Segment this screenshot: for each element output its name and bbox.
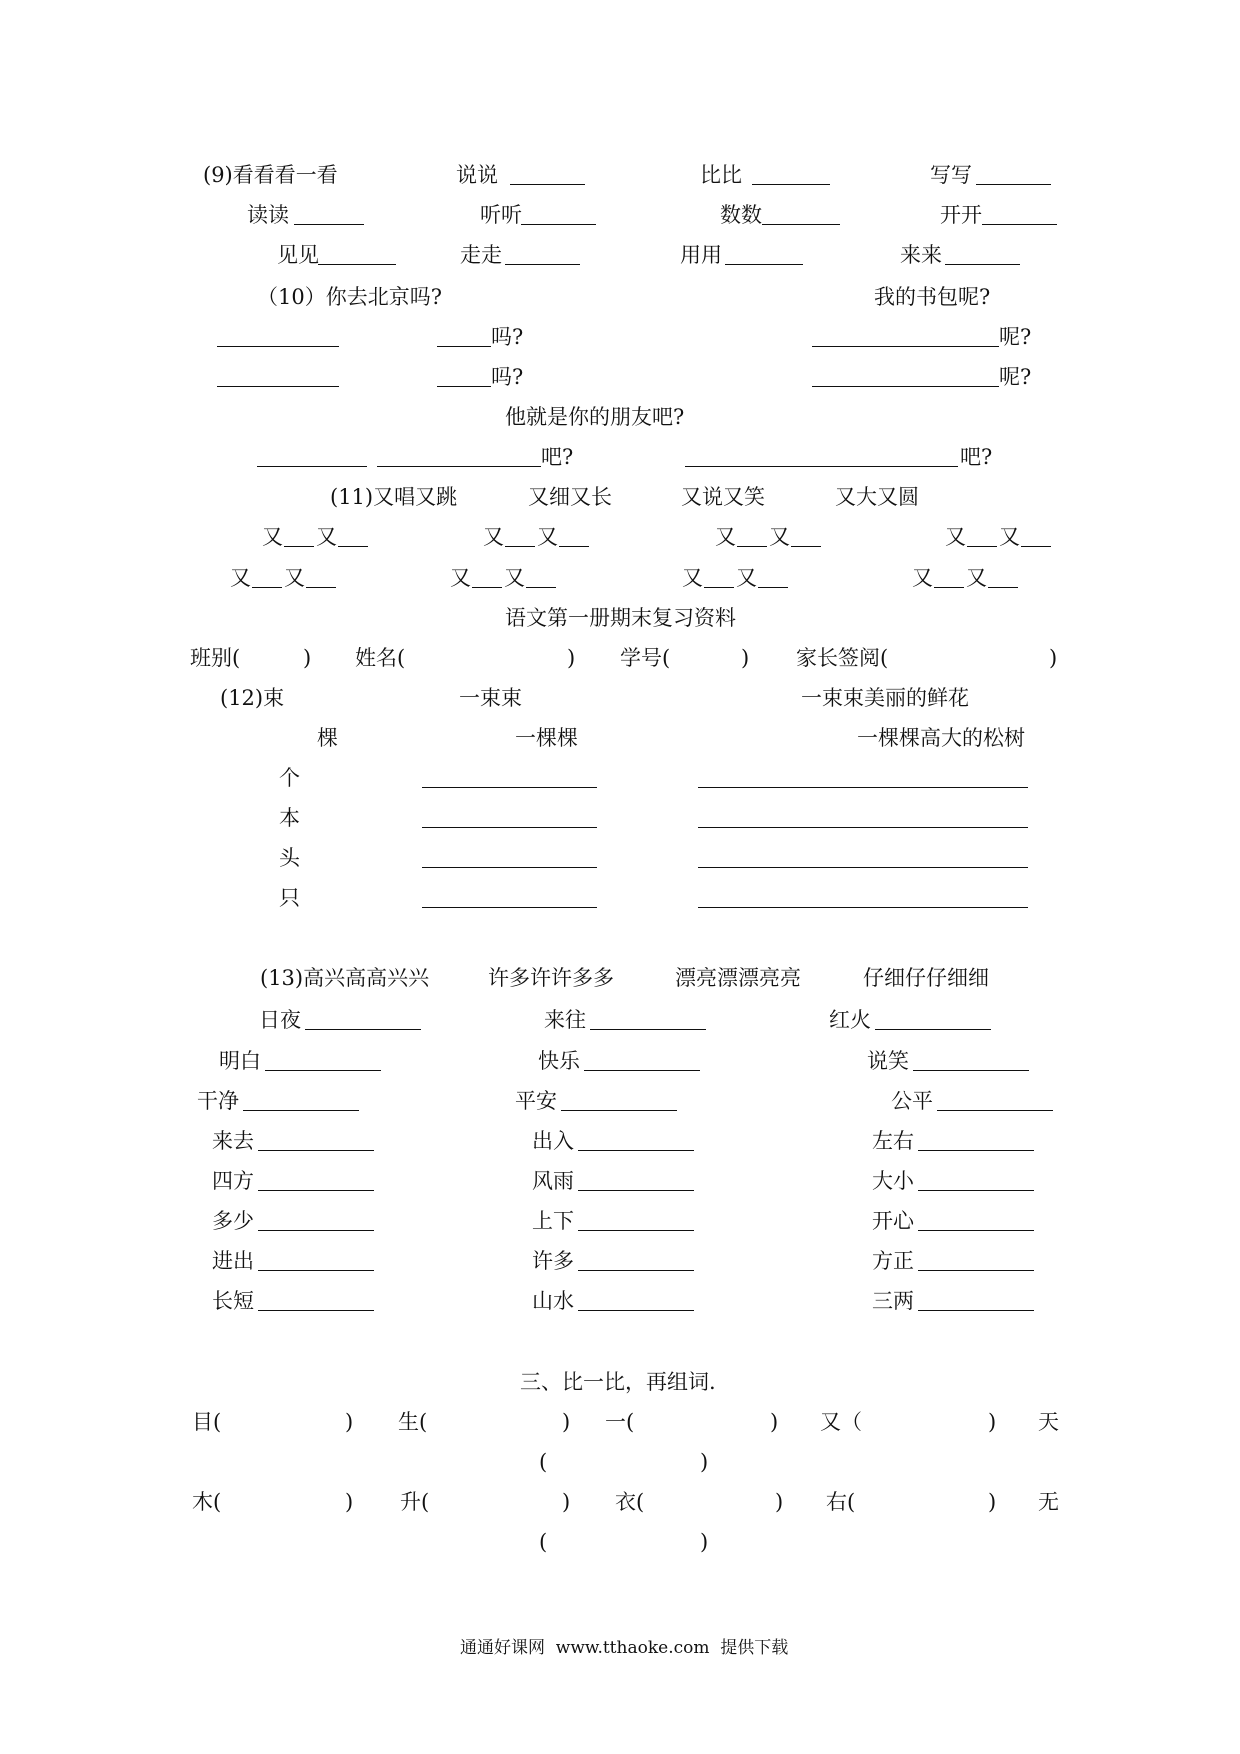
s13-word: 日夜 [259,1008,301,1032]
s12-example: 一棵棵 [515,726,578,750]
answer-blank-line[interactable] [505,546,535,547]
paren-close: ) [700,1530,709,1554]
answer-blank-line[interactable] [422,867,597,868]
answer-blank-line[interactable] [318,264,396,265]
section-11-title: (11)又唱又跳 [330,485,458,509]
section-12-title: (12)束 [220,686,285,710]
paren-close: ) [562,1490,571,1514]
s9-word: 读读 [247,203,289,227]
answer-blank-line[interactable] [578,1310,694,1311]
s13-example: 仔细仔仔细细 [863,966,989,990]
s3-char: 一( [605,1410,635,1434]
s3-char: 木( [192,1490,222,1514]
answer-blank-line[interactable] [505,264,580,265]
answer-blank-line[interactable] [561,1110,677,1111]
s13-word: 快乐 [538,1049,580,1073]
paren-close: ) [345,1410,354,1434]
answer-blank-line[interactable] [257,466,367,467]
name-label: 姓名( [355,646,406,670]
s13-example: 漂亮漂漂亮亮 [675,966,801,990]
answer-blank-line[interactable] [338,546,368,547]
answer-blank-line[interactable] [578,1230,694,1231]
answer-blank-line[interactable] [559,546,589,547]
answer-blank-line[interactable] [472,587,502,588]
s12-word: 棵 [317,726,338,750]
you-char: 又 [262,525,283,549]
s13-word: 进出 [212,1249,254,1273]
answer-blank-line[interactable] [437,386,491,387]
s13-word: 三两 [872,1289,914,1313]
s12-word: 只 [279,886,300,910]
s13-word: 来去 [212,1129,254,1153]
paren-close: ) [988,1490,997,1514]
answer-blank-line[interactable] [934,587,964,588]
you-char: 又 [769,525,790,549]
answer-blank-line[interactable] [967,546,997,547]
section-13-title: (13)高兴高高兴兴 [260,966,430,990]
answer-blank-line[interactable] [918,1230,1034,1231]
answer-blank-line[interactable] [422,787,597,788]
s13-word: 大小 [872,1169,914,1193]
answer-blank-line[interactable] [258,1310,374,1311]
s3-char: 升( [400,1490,430,1514]
s3-char: 无 [1038,1490,1059,1514]
answer-blank-line[interactable] [437,346,491,347]
answer-blank-line[interactable] [918,1190,1034,1191]
s11-example: 又细又长 [528,485,612,509]
you-char: 又 [715,525,736,549]
answer-blank-line[interactable] [812,386,999,387]
s13-word: 说笑 [867,1049,909,1073]
s12-example: 一棵棵高大的松树 [857,726,1025,750]
you-char: 又 [450,566,471,590]
ma-suffix: 吗? [491,325,524,349]
ne-suffix: 呢? [999,365,1032,389]
s13-word: 开心 [872,1209,914,1233]
ba-suffix: 吧? [960,445,993,469]
parent-signature-label: 家长签阅( [796,646,889,670]
you-char: 又 [999,525,1020,549]
s13-word: 公平 [891,1089,933,1113]
answer-blank-line[interactable] [252,587,282,588]
answer-blank-line[interactable] [422,907,597,908]
answer-blank-line[interactable] [791,546,821,547]
answer-blank-line[interactable] [217,386,339,387]
you-char: 又 [945,525,966,549]
answer-blank-line[interactable] [217,346,339,347]
s13-word: 干净 [197,1089,239,1113]
answer-blank-line[interactable] [584,1070,700,1071]
s11-example: 又大又圆 [835,485,919,509]
example-sentence-ne: 我的书包呢? [874,285,991,309]
s3-char: 目( [192,1410,222,1434]
answer-blank-line[interactable] [725,264,803,265]
s9-word: 用用 [680,243,722,267]
answer-blank-line[interactable] [1021,546,1051,547]
paren-close: ) [567,646,576,670]
s13-example: 许多许许多多 [488,966,614,990]
you-char: 又 [537,525,558,549]
section-9-title: (9)看看看一看 [203,163,338,187]
answer-blank-line[interactable] [918,1150,1034,1151]
answer-blank-line[interactable] [988,587,1018,588]
answer-blank-line[interactable] [918,1310,1034,1311]
class-label: 班别( [190,646,241,670]
answer-blank-line[interactable] [762,224,840,225]
answer-blank-line[interactable] [945,264,1020,265]
answer-blank-line[interactable] [812,346,999,347]
you-char: 又 [284,566,305,590]
answer-blank-line[interactable] [258,1230,374,1231]
s3-char: 衣( [615,1490,645,1514]
ne-suffix: 呢? [999,325,1032,349]
paren-close: ) [770,1410,779,1434]
answer-blank-line[interactable] [918,1270,1034,1271]
answer-blank-line[interactable] [284,546,314,547]
answer-blank-line[interactable] [377,466,541,467]
answer-blank-line[interactable] [258,1270,374,1271]
s13-word: 山水 [532,1289,574,1313]
paren-close: ) [303,646,312,670]
answer-blank-line[interactable] [258,1150,374,1151]
s13-word: 许多 [532,1249,574,1273]
answer-blank-line[interactable] [510,184,585,185]
s13-word: 方正 [872,1249,914,1273]
answer-blank-line[interactable] [758,587,788,588]
footer-credit: 通通好课网 www.tthaoke.com 提供下载 [460,1638,789,1658]
answer-blank-line[interactable] [306,587,336,588]
paren-close: ) [345,1490,354,1514]
s13-word: 上下 [532,1209,574,1233]
answer-blank-line[interactable] [578,1190,694,1191]
you-char: 又 [504,566,525,590]
answer-blank-line[interactable] [737,546,767,547]
answer-blank-line[interactable] [305,1029,421,1030]
answer-blank-line[interactable] [976,184,1051,185]
s13-word: 长短 [212,1289,254,1313]
student-number-label: 学号( [620,646,671,670]
s13-word: 平安 [515,1089,557,1113]
answer-blank-line[interactable] [698,867,1028,868]
s3-char: 生( [398,1410,428,1434]
s3-char: 又（ [820,1410,862,1434]
you-char: 又 [316,525,337,549]
s9-word: 写写 [930,163,972,187]
s12-word: 头 [279,846,300,870]
paren-open: ( [539,1450,548,1474]
answer-blank-line[interactable] [875,1029,991,1030]
paren-close: ) [1049,646,1058,670]
answer-blank-line[interactable] [521,224,596,225]
s9-word: 开开 [940,203,982,227]
you-char: 又 [230,566,251,590]
paren-close: ) [700,1450,709,1474]
section-10-title: （10）你去北京吗? [257,285,442,309]
paren-close: ) [741,646,750,670]
answer-blank-line[interactable] [265,1070,381,1071]
answer-blank-line[interactable] [982,224,1057,225]
you-char: 又 [736,566,757,590]
answer-blank-line[interactable] [590,1029,706,1030]
s13-word: 左右 [872,1129,914,1153]
answer-blank-line[interactable] [243,1110,359,1111]
answer-blank-line[interactable] [422,827,597,828]
s9-word: 说说 [456,163,498,187]
paren-close: ) [562,1410,571,1434]
answer-blank-line[interactable] [752,184,830,185]
s3-char: 右( [826,1490,856,1514]
answer-blank-line[interactable] [294,224,364,225]
worksheet-title: 语文第一册期末复习资料 [505,606,736,630]
s13-word: 出入 [532,1129,574,1153]
ba-suffix: 吧? [541,445,574,469]
paren-close: ) [988,1410,997,1434]
s12-word: 个 [279,766,300,790]
s9-word: 走走 [460,243,502,267]
s13-word: 风雨 [532,1169,574,1193]
answer-blank-line[interactable] [698,787,1028,788]
answer-blank-line[interactable] [526,587,556,588]
s9-word: 见见 [277,243,319,267]
answer-blank-line[interactable] [704,587,734,588]
answer-blank-line[interactable] [685,466,958,467]
s9-word: 听听 [480,203,522,227]
answer-blank-line[interactable] [698,907,1028,908]
paren-open: ( [539,1530,548,1554]
s11-example: 又说又笑 [681,485,765,509]
you-char: 又 [912,566,933,590]
s9-word: 来来 [900,243,942,267]
s12-example: 一束束美丽的鲜花 [801,686,969,710]
s13-word: 红火 [829,1008,871,1032]
s13-word: 明白 [219,1049,261,1073]
you-char: 又 [483,525,504,549]
answer-blank-line[interactable] [913,1070,1029,1071]
s13-word: 四方 [212,1169,254,1193]
s9-word: 数数 [720,203,762,227]
you-char: 又 [682,566,703,590]
ma-suffix: 吗? [491,365,524,389]
s12-word: 本 [279,806,300,830]
s13-word: 来往 [544,1008,586,1032]
answer-blank-line[interactable] [937,1110,1053,1111]
you-char: 又 [966,566,987,590]
answer-blank-line[interactable] [698,827,1028,828]
answer-blank-line[interactable] [578,1270,694,1271]
answer-blank-line[interactable] [578,1150,694,1151]
s13-word: 多少 [212,1209,254,1233]
answer-blank-line[interactable] [258,1190,374,1191]
s12-example: 一束束 [459,686,522,710]
s9-word: 比比 [700,163,742,187]
s3-char: 天 [1038,1410,1059,1434]
paren-close: ) [775,1490,784,1514]
section-3-title: 三、比一比，再组词. [520,1370,716,1394]
example-sentence-ba: 他就是你的朋友吧? [505,405,685,429]
